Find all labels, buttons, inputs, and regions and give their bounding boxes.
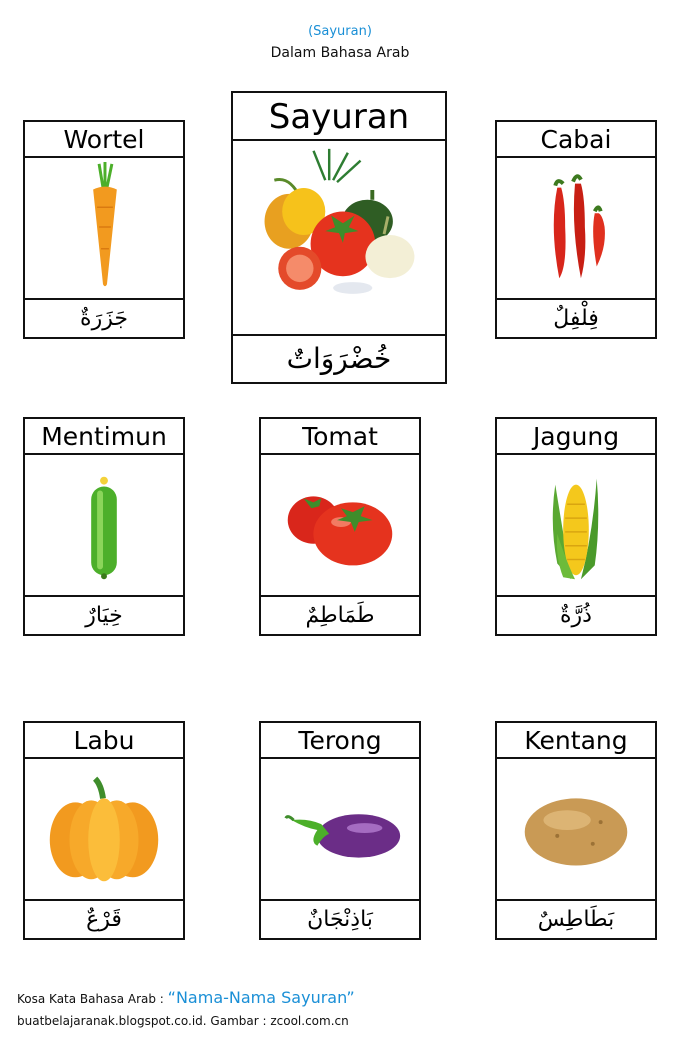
card-arabic: خِيَارٌ <box>25 595 183 634</box>
mixed-vegetables-icon <box>233 141 445 334</box>
card-cabai <box>495 120 657 339</box>
card-label: Sayuran <box>233 93 445 141</box>
card-arabic: بَطَاطِسٌ <box>497 899 655 938</box>
card-label: Cabai <box>497 122 655 158</box>
card-label: Mentimun <box>25 419 183 455</box>
card-arabic: خُضْرَوَاتٌ <box>233 334 445 382</box>
card-label: Terong <box>261 723 419 759</box>
eggplant-icon <box>261 759 419 899</box>
card-arabic: بَاذِنْجَانٌ <box>261 899 419 938</box>
pumpkin-icon <box>25 759 183 899</box>
card-wortel <box>23 120 185 339</box>
footer-highlight: “Nama-Nama Sayuran” <box>167 988 355 1007</box>
card-arabic: طَمَاطِمٌ <box>261 595 419 634</box>
card-sayuran <box>231 91 447 384</box>
page-subtitle: (Sayuran) <box>308 24 372 39</box>
card-label: Kentang <box>497 723 655 759</box>
card-label: Jagung <box>497 419 655 455</box>
page-title: Dalam Bahasa Arab <box>270 45 410 61</box>
card-label: Wortel <box>25 122 183 158</box>
card-mentimun <box>23 417 185 636</box>
potato-icon <box>497 759 655 899</box>
cucumber-icon <box>25 455 183 595</box>
corn-icon <box>497 455 655 595</box>
card-kentang <box>495 721 657 940</box>
card-jagung <box>495 417 657 636</box>
tomato-icon <box>261 455 419 595</box>
card-labu <box>23 721 185 940</box>
card-label: Labu <box>25 723 183 759</box>
card-arabic: ذُرَّةٌ <box>497 595 655 634</box>
card-arabic: فِلْفِلٌ <box>497 298 655 337</box>
footer-credit: buatbelajaranak.blogspot.co.id. Gambar : zcool.com.cn <box>17 1014 349 1028</box>
chili-icon <box>497 158 655 298</box>
card-tomat <box>259 417 421 636</box>
carrot-icon <box>25 158 183 298</box>
card-arabic: قَرْعٌ <box>25 899 183 938</box>
card-arabic: جَزَرَةٌ <box>25 298 183 337</box>
card-label: Tomat <box>261 419 419 455</box>
footer-prefix: Kosa Kata Bahasa Arab : <box>17 992 168 1006</box>
footer-line <box>17 988 355 1007</box>
card-terong <box>259 721 421 940</box>
